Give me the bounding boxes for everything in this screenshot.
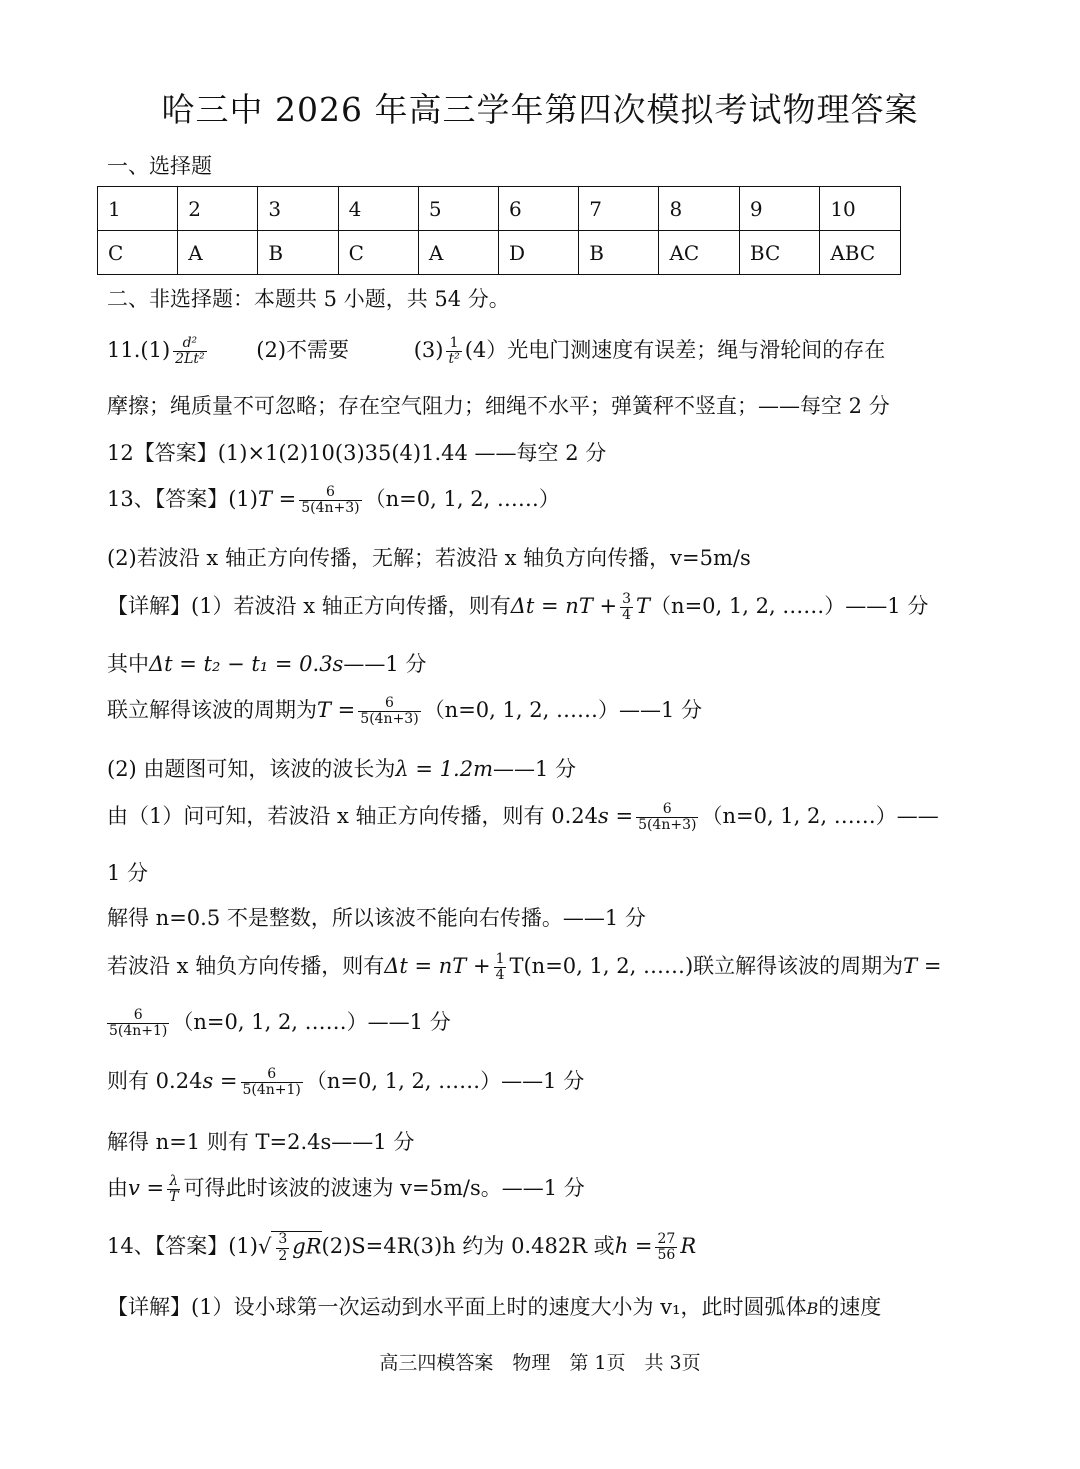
- table-cell: 4: [338, 187, 418, 231]
- detail-text: （n=0, 1, 2, ……）——1 分: [305, 1069, 585, 1093]
- detail-text: 【详解】(1）若波沿 x 轴正方向传播，则有: [107, 594, 511, 618]
- q13-answer-line: [107, 483, 560, 516]
- q11-line-2: 摩擦；绳质量不可忽略；存在空气阻力；细绳不水平；弹簧秤不竖直；——每空 2 分: [107, 394, 890, 418]
- table-cell: B: [579, 231, 659, 275]
- detail-text: （n=0, 1, 2, ……）——1 分: [423, 698, 702, 722]
- q13-var-T: T =: [257, 487, 297, 511]
- table-cell: 10: [820, 187, 901, 231]
- section-nonchoice-heading: 二、非选择题：本题共 5 小题，共 54 分。: [107, 287, 510, 311]
- page-footer: 高三四模答案 物理 第 1页 共 3页: [379, 1352, 701, 1374]
- table-row-answers: [98, 231, 901, 275]
- fraction: [241, 1067, 303, 1099]
- q11-line-1: [107, 334, 885, 367]
- q13-line-14: [107, 1172, 585, 1205]
- fraction-denominator: 5(4n+1): [109, 1023, 168, 1039]
- radicand-rest: gR: [292, 1234, 322, 1259]
- fraction-denominator: 2: [278, 1247, 288, 1264]
- table-cell: 8: [659, 187, 739, 231]
- choice-answer-table: [97, 186, 901, 275]
- q13-line-9: 解得 n=0.5 不是整数，所以该波不能向右传播。——1 分: [107, 906, 646, 930]
- fraction-denominator: 5(4n+1): [242, 1082, 301, 1098]
- var-T: T =: [317, 698, 356, 722]
- q13-line-4: [107, 648, 426, 678]
- fraction: [620, 592, 633, 624]
- var-R: R: [680, 1234, 697, 1258]
- table-cell: 5: [418, 187, 498, 231]
- fraction-numerator: 1: [446, 336, 461, 352]
- fraction: [655, 1232, 677, 1264]
- fraction: [358, 696, 420, 728]
- page-title: 哈三中 2026 年高三学年第四次模拟考试物理答案: [161, 90, 919, 129]
- q13-line-10: [107, 950, 941, 983]
- table-cell: 7: [579, 187, 659, 231]
- table-cell: B: [258, 231, 338, 275]
- detail-text: 联立解得该波的周期为: [107, 698, 317, 722]
- var-B: B: [806, 1299, 819, 1318]
- table-row-numbers: [98, 187, 901, 231]
- detail-text: 的速度: [818, 1295, 882, 1319]
- detail-text: ——1 分: [493, 757, 577, 781]
- table-cell: 3: [258, 187, 338, 231]
- equation: s =: [598, 804, 634, 828]
- q13-line-3: [107, 590, 928, 623]
- table-cell: C: [98, 231, 178, 275]
- detail-text: ——1 分: [343, 652, 427, 676]
- fraction-denominator: 5(4n+3): [301, 500, 360, 516]
- table-cell: 1: [98, 187, 178, 231]
- table-cell: 9: [739, 187, 819, 231]
- fraction-denominator: 4: [495, 967, 505, 983]
- fraction-numerator: 6: [107, 1008, 169, 1024]
- fraction-numerator: 6: [636, 802, 698, 818]
- q13-line-5: [107, 694, 702, 727]
- fraction: [167, 1174, 180, 1206]
- q13-prefix: 13、【答案】(1): [107, 487, 258, 511]
- q13-line-7: [107, 800, 939, 833]
- equation: Δt = nT +: [384, 954, 491, 978]
- fraction-denominator: 5(4n+3): [360, 711, 419, 727]
- fraction-numerator: 6: [241, 1067, 303, 1083]
- detail-text: 由（1）问可知，若波沿 x 轴正方向传播，则有 0.24: [107, 804, 598, 828]
- sqrt-sign: √: [257, 1234, 272, 1259]
- q14-prefix: 14、【答案】(1): [107, 1234, 258, 1258]
- q14-answer-line: [107, 1230, 696, 1264]
- fraction: [636, 802, 698, 834]
- q12-line: 12【答案】(1)×1(2)10(3)35(4)1.44 ——每空 2 分: [107, 441, 607, 465]
- equation: λ = 1.2m: [395, 757, 493, 781]
- table-cell: 6: [499, 187, 579, 231]
- fraction-numerator: λ: [167, 1174, 180, 1190]
- detail-text: 其中: [107, 652, 149, 676]
- fraction-numerator: 1: [495, 950, 505, 967]
- q11-fraction-2: [446, 336, 461, 368]
- equation: Δt = nT +: [510, 594, 618, 618]
- fraction-denominator: 2Lt²: [175, 351, 205, 367]
- equation: s =: [202, 1069, 238, 1093]
- detail-text: （n=0, 1, 2, ……）——1 分: [172, 1010, 451, 1034]
- detail-text: T(n=0, 1, 2, ……)联立解得该波的周期为: [509, 954, 904, 978]
- q14-detail-line: [107, 1291, 881, 1321]
- equation: v =: [128, 1176, 165, 1200]
- table-cell: AC: [659, 231, 739, 275]
- sqrt-radicand: [271, 1231, 321, 1264]
- detail-text: 【详解】(1）设小球第一次运动到水平面上时的速度大小为 v₁，此时圆弧体: [107, 1295, 807, 1319]
- table-cell: D: [499, 231, 579, 275]
- equation: Δt = t₂ − t₁ = 0.3s: [149, 652, 344, 676]
- var-T: T: [636, 594, 651, 618]
- q13-line-8: 1 分: [107, 861, 149, 885]
- fraction: [494, 952, 507, 984]
- fraction-denominator: 4: [622, 607, 632, 623]
- fraction-numerator: d²: [173, 336, 206, 352]
- table-cell: 2: [178, 187, 258, 231]
- table-cell: C: [338, 231, 418, 275]
- section-choice-heading: 一、选择题: [107, 154, 212, 178]
- q11-part3: (3): [413, 338, 444, 362]
- fraction-denominator: t²: [448, 351, 460, 367]
- fraction-numerator: 27: [657, 1230, 676, 1247]
- detail-text: 由: [107, 1176, 128, 1200]
- q11-fraction-1: [173, 336, 206, 368]
- fraction-numerator: 3: [622, 590, 632, 607]
- q13-line-11: [107, 1006, 451, 1039]
- q13-fraction: [299, 485, 361, 517]
- fraction: [107, 1008, 169, 1040]
- table-cell: BC: [739, 231, 819, 275]
- table-cell: A: [178, 231, 258, 275]
- detail-text: （n=0, 1, 2, ……）——: [701, 804, 939, 828]
- detail-text: (2) 由题图可知，该波的波长为: [107, 757, 396, 781]
- fraction-denominator: 5(4n+3): [638, 817, 697, 833]
- q11-part2: (2)不需要: [256, 338, 350, 362]
- q13-line-12: [107, 1065, 584, 1098]
- q13-line-2: (2)若波沿 x 轴正方向传播，无解；若波沿 x 轴负方向传播，v=5m/s: [107, 546, 751, 570]
- detail-text: （n=0, 1, 2, ……）——1 分: [650, 594, 929, 618]
- q11-prefix: 11.(1): [107, 338, 171, 362]
- fraction-numerator: 3: [278, 1231, 288, 1248]
- fraction: [276, 1232, 289, 1264]
- q13-line-13: 解得 n=1 则有 T=2.4s——1 分: [107, 1130, 415, 1154]
- q13-suffix: （n=0, 1, 2, ……）: [364, 487, 560, 511]
- fraction-denominator: 56: [657, 1247, 676, 1263]
- fraction-numerator: 6: [358, 696, 420, 712]
- table-cell: A: [418, 231, 498, 275]
- fraction-numerator: 6: [299, 485, 361, 501]
- fraction-denominator: T: [169, 1189, 179, 1205]
- sqrt-expression: [258, 1231, 322, 1264]
- detail-text: 若波沿 x 轴负方向传播，则有: [107, 954, 385, 978]
- q14-mid: (2)S=4R(3)h 约为 0.482R 或: [321, 1234, 615, 1258]
- var-h: h =: [614, 1234, 653, 1258]
- detail-text: 可得此时该波的波速为 v=5m/s。——1 分: [183, 1176, 585, 1200]
- q13-line-6: [107, 753, 576, 783]
- detail-text: 则有 0.24: [107, 1069, 203, 1093]
- var-T: T =: [903, 954, 942, 978]
- q11-part4: (4）光电门测速度有误差；绳与滑轮间的存在: [464, 338, 886, 362]
- table-cell: ABC: [820, 231, 901, 275]
